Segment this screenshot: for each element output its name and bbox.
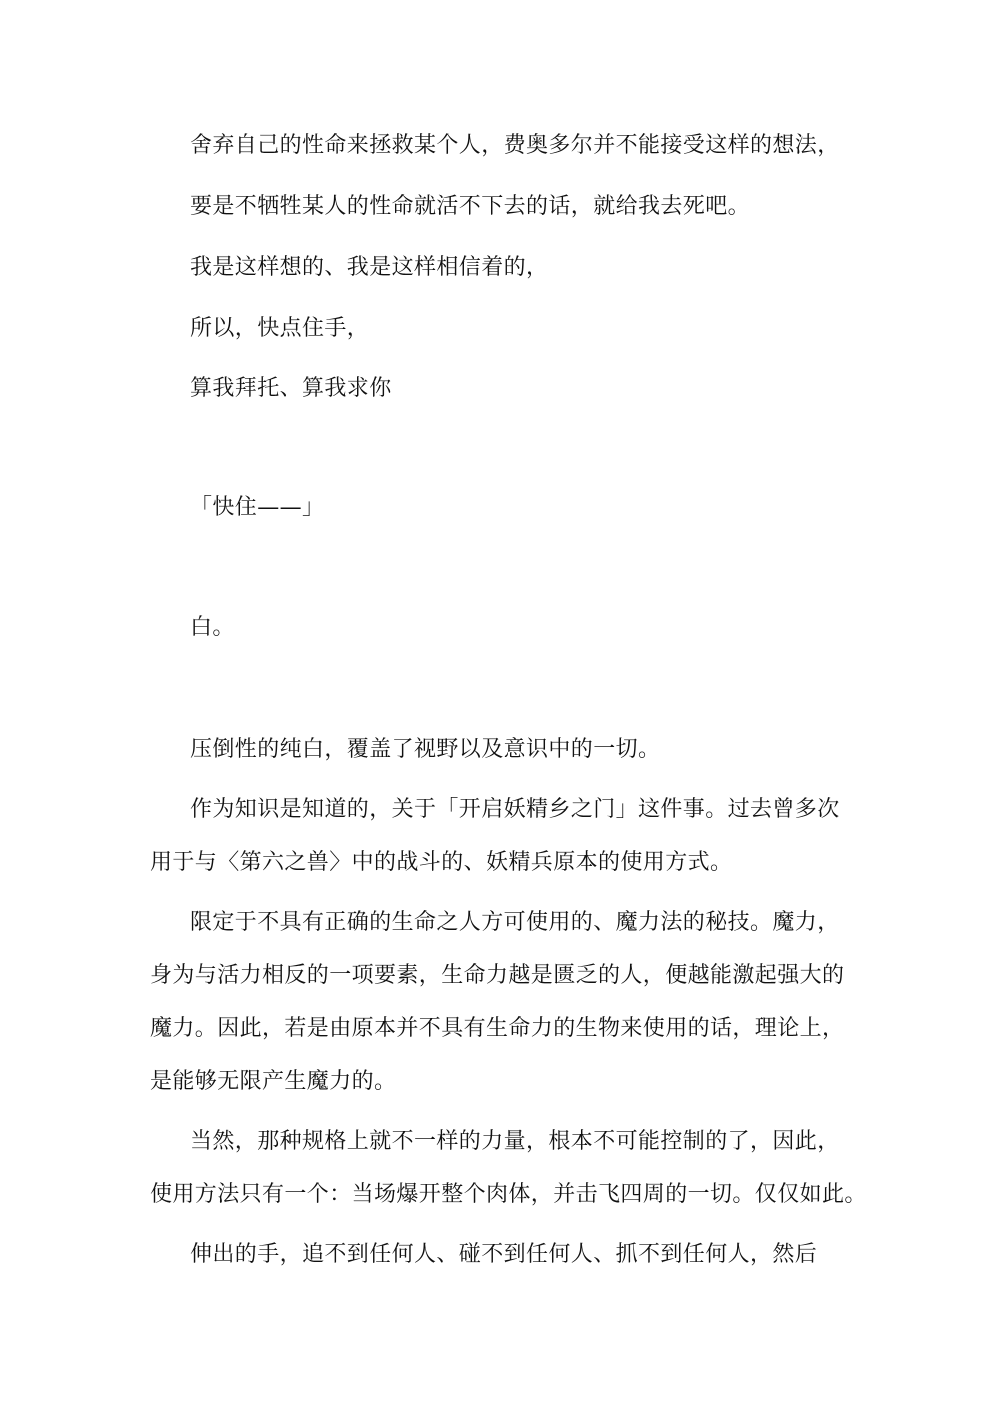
text-line: 使用方法只有一个：当场爆开整个肉体，并击飞四周的一切。仅仅如此。 <box>150 1182 867 1207</box>
text-line: 用于与〈第六之兽〉中的战斗的、妖精兵原本的使用方式。 <box>150 850 733 875</box>
text-line: 我是这样想的、我是这样相信着的， <box>190 255 549 280</box>
text-line: 魔力。因此，若是由原本并不具有生命力的生物来使用的话，理论上， <box>150 1016 845 1041</box>
text-line: 舍弃自己的性命来拯救某个人，费奥多尔并不能接受这样的想法， <box>190 133 840 158</box>
text-line: 伸出的手，追不到任何人、碰不到任何人、抓不到任何人，然后 <box>190 1242 818 1267</box>
text-line: 压倒性的纯白，覆盖了视野以及意识中的一切。 <box>190 737 661 762</box>
text-line: 所以，快点住手， <box>190 316 370 341</box>
dialogue-line: 「快住——」 <box>190 495 325 520</box>
text-line: 算我拜托、算我求你 <box>190 376 392 401</box>
text-line: 身为与活力相反的一项要素，生命力越是匮乏的人，便越能激起强大的 <box>150 963 845 988</box>
text-line: 限定于不具有正确的生命之人方可使用的、魔力法的秘技。魔力， <box>190 910 840 935</box>
text-line: 白。 <box>190 615 235 640</box>
text-line: 作为知识是知道的，关于「开启妖精乡之门」这件事。过去曾多次 <box>190 797 840 822</box>
text-line: 是能够无限产生魔力的。 <box>150 1069 397 1094</box>
text-line: 当然，那种规格上就不一样的力量，根本不可能控制的了，因此， <box>190 1129 840 1154</box>
text-line: 要是不牺牲某人的性命就活不下去的话，就给我去死吧。 <box>190 194 751 219</box>
